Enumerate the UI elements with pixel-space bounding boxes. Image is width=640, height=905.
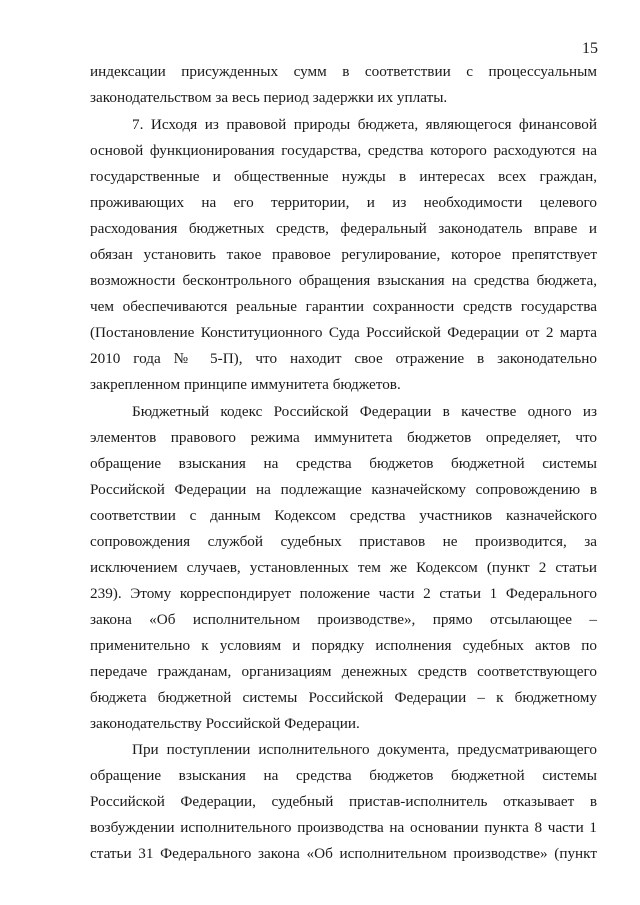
text-line: (Постановление Конституционного Суда Российской Федерации от 2 марта	[90, 324, 597, 341]
text-line: законодательству Российской Федерации.	[90, 715, 360, 732]
text-line: статьи 31 Федерального закона «Об исполнительном производстве» (пункт	[90, 845, 597, 862]
page-number: 15	[582, 40, 598, 57]
text-line: 239). Этому корреспондирует положение части 2 статьи 1 Федерального	[90, 585, 597, 602]
text-line: законодательством за весь период задержки их уплаты.	[90, 89, 448, 106]
text-line: Российской Федерации, судебный пристав-исполнитель отказывает в	[90, 793, 597, 810]
text-line: закрепленном принципе иммунитета бюджетов.	[90, 376, 401, 393]
text-line: соответствии с данным Кодексом средства участников казначейского	[90, 507, 597, 524]
text-line: При поступлении исполнительного документа, предусматривающего	[132, 741, 597, 758]
text-line: основой функционирования государства, средства которого расходуются на	[90, 142, 597, 159]
text-line: чем обеспечиваются реальные гарантии сохранности средств государства	[90, 298, 597, 315]
text-line: 2010 года № 5-П), что находит свое отражение в законодательно	[90, 350, 597, 367]
text-line: передаче гражданам, организациям денежных средств соответствующего	[90, 663, 597, 680]
text-line: индексации присужденных сумм в соответствии с процессуальным	[90, 63, 597, 80]
text-line: возбуждении исполнительного производства на основании пункта 8 части 1	[90, 819, 597, 836]
text-line: 7. Исходя из правовой природы бюджета, являющегося финансовой	[132, 116, 597, 133]
text-line: Бюджетный кодекс Российской Федерации в качестве одного из	[132, 403, 597, 420]
text-line: возможности бесконтрольного обращения взыскания на средства бюджета,	[90, 272, 597, 289]
text-line: обращение взыскания на средства бюджетов бюджетной системы	[90, 767, 597, 784]
text-line: государственные и общественные нужды в интересах всех граждан,	[90, 168, 597, 185]
text-line: применительно к условиям и порядку исполнения судебных актов по	[90, 637, 597, 654]
text-line: проживающих на его территории, и из необходимости целевого	[90, 194, 597, 211]
text-line: бюджета бюджетной системы Российской Федерации – к бюджетному	[90, 689, 597, 706]
text-line: обращение взыскания на средства бюджетов бюджетной системы	[90, 455, 597, 472]
text-line: Российской Федерации на подлежащие казначейскому сопровождению в	[90, 481, 597, 498]
text-line: обязан установить такое правовое регулирование, которое препятствует	[90, 246, 597, 263]
text-line: закона «Об исполнительном производстве», прямо отсылающее –	[90, 611, 597, 628]
text-line: расходования бюджетных средств, федеральный законодатель вправе и	[90, 220, 597, 237]
text-line: сопровождения службой судебных приставов не производится, за	[90, 533, 597, 550]
text-line: исключением случаев, установленных тем же Кодексом (пункт 2 статьи	[90, 559, 597, 576]
text-line: элементов правового режима иммунитета бюджетов определяет, что	[90, 429, 597, 446]
